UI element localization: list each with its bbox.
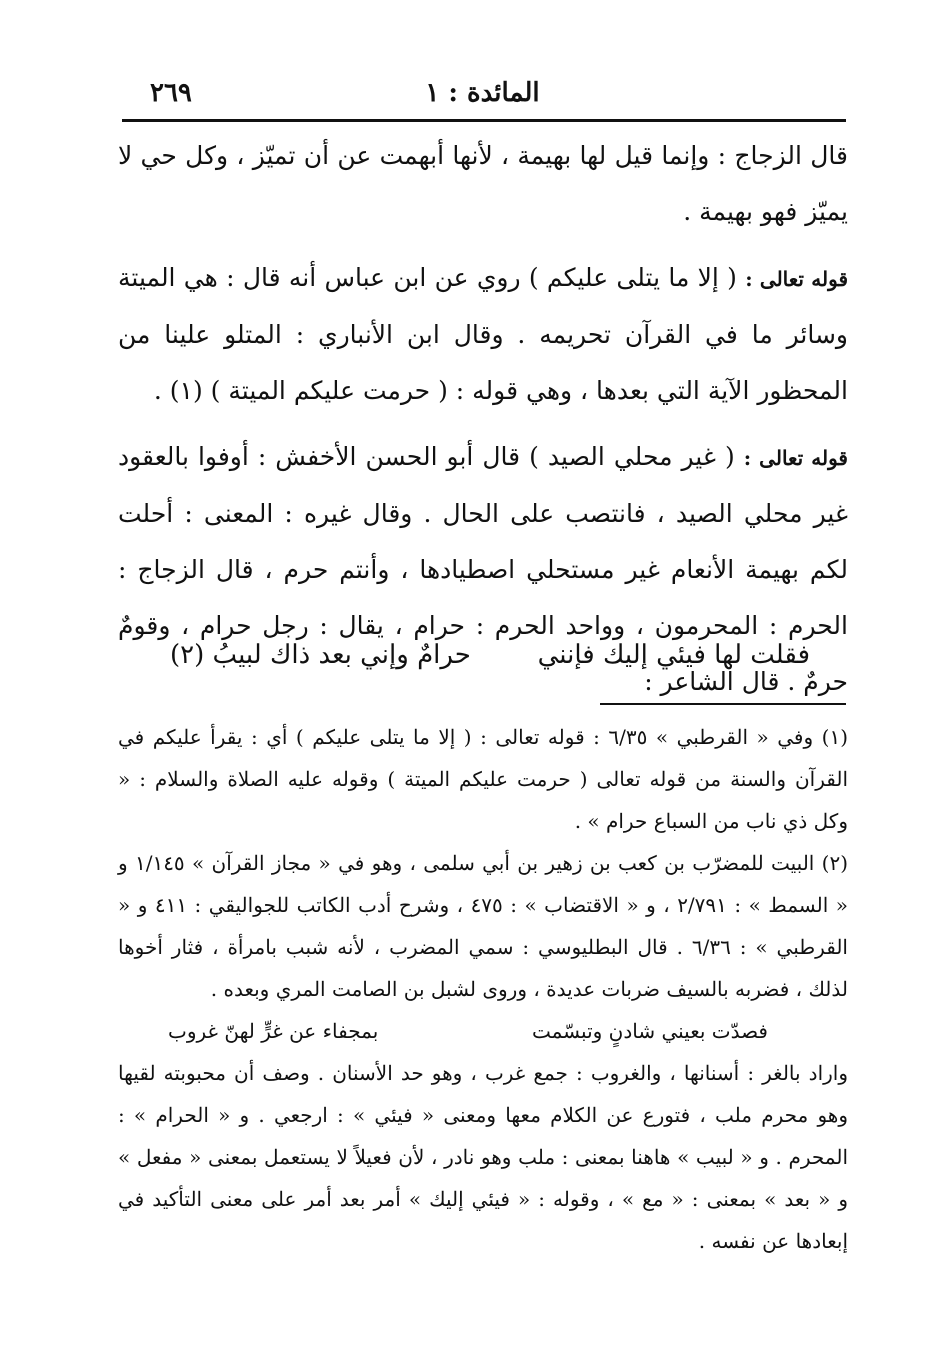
paragraph-1: قال الزجاج : وإنما قيل لها بهيمة ، لأنها أبهمت عن أن تميّز ، وكل حي لا يميّز فهو بهيمة . (118, 141, 848, 226)
verse-first-hemistich: فقلت لها فيئي إليك فإنني (537, 640, 810, 670)
page-number: ٢٦٩ (150, 78, 192, 108)
footnote-1: (١) وفي « القرطبي » ٦/٣٥ : قوله تعالى : ( إلا ما يتلى عليكم ) أي : يقرأ عليكم في القرآن والسنة من قوله تعالى ( حرمت عليكم الميتة ) وقوله عليه الصلاة والسلام : « وكل ذي ناب من السباع حرام » . (118, 725, 848, 833)
footnote-verse-first-hemistich: فصدّت بعيني شادنٍ وتبسّمت (531, 1019, 768, 1043)
paragraph-2 (118, 250, 848, 419)
paragraph-3-text: ( غير محلي الصيد ) قال أبو الحسن الأخفش : أوفوا بالعقود غير محلي الصيد ، فانتصب على الحال . وقال غيره : المعنى : أحلت لكم بهيمة الأنعام غير مستحلي اصطيادها ، وأنتم حرم ، قال الزجاج : الحرم : المحرمون ، وواحد الحرم : حرام ، يقال : رجل حرام ، وقومٌ حرمٌ . قال الشاعر : (118, 442, 848, 696)
footnote-verse (118, 1010, 848, 1052)
poetry-verse (150, 628, 810, 684)
paragraph-2-lead: قوله تعالى : (745, 267, 849, 291)
verse-second-hemistich: حرامٌ وإني بعد ذاك لبيبُ (٢) (170, 640, 471, 670)
running-title: المائدة : ١ (425, 78, 540, 108)
footnote-rule (600, 703, 846, 705)
footnote-2-continuation: واراد بالغر : أسنانها ، والغروب : جمع غرب ، وهو حد الأسنان . وصف أن محبوبته لقيها وهو محرم ملب ، فتورع عن الكلام معها ومعنى « فيئي » : ارجعي . و « الحرام » : المحرم . و « لبيب » هاهنا بمعنى : ملب وهو نادر ، لأن فعيلاً لا يستعمل بمعنى « مفعل » و « بعد » بمعنى : « مع » ، وقوله : « فيئي إليك » أمر بعد أمر على معنى التأكيد في إبعادها عن نفسه . (118, 1061, 848, 1253)
page-header (120, 78, 845, 118)
paragraph-2-text: ( إلا ما يتلى عليكم ) روي عن ابن عباس أنه قال : هي الميتة وسائر ما في القرآن تحريمه . وقال ابن الأنباري : المتلو علينا من المحظور الآية التي بعدها ، وهي قوله : ( حرمت عليكم الميتة ) (١) . (118, 263, 848, 405)
header-rule (122, 119, 846, 122)
footnotes (118, 716, 848, 1262)
footnote-2: (٢) البيت للمضرّب بن كعب بن زهير بن أبي سلمى ، وهو في « مجاز القرآن » ١/١٤٥ و « السمط » : ٢/٧٩١ ، و « الاقتضاب » : ٤٧٥ ، وشرح أدب الكاتب للجواليقي : ٤١١ و « القرطبي » : ٦/٣٦ . قال البطليوسي : سمي المضرب ، لأنه شبب بامرأة ، فثار أخوها لذلك ، فضربه بالسيف ضربات عديدة ، وروى لشبل بن الصامت المري وبعده . (118, 851, 849, 1001)
paragraph-3-lead: قوله تعالى : (743, 446, 848, 470)
footnote-verse-second-hemistich: بمجفاء عن غرٍّ لهنّ غروب (168, 1019, 379, 1043)
